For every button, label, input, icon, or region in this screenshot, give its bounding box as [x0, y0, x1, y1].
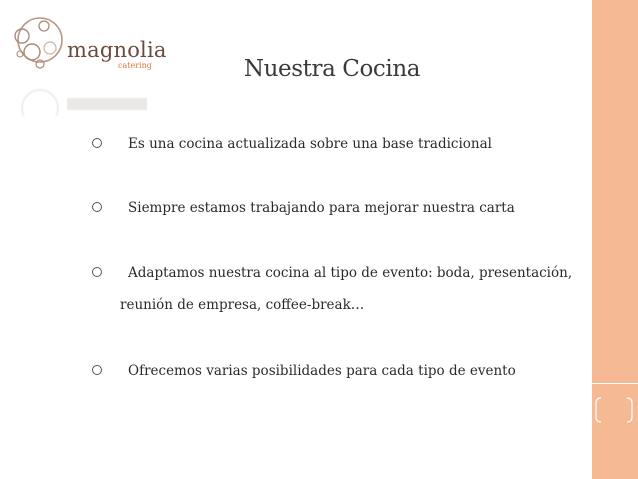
- logo-reflection: [10, 82, 160, 116]
- bullet-text: Es una cocina actualizada sobre una base tradicional: [128, 136, 492, 152]
- slide-title: Nuestra Cocina: [243, 56, 421, 82]
- logo-subtitle: catering: [118, 61, 152, 70]
- bullet-item: [92, 257, 592, 321]
- bullet-text-continuation: reunión de empresa, coffee-break…: [120, 297, 365, 313]
- logo-wordmark: magnolia: [67, 38, 167, 62]
- bullet-item: [92, 355, 592, 387]
- hollow-circle-bullet-icon: [92, 138, 102, 148]
- bracket-frame-icon: [594, 397, 634, 423]
- hollow-circle-bullet-icon: [92, 267, 102, 277]
- bullet-text: Ofrecemos varias posibilidades para cada tipo de evento: [128, 363, 516, 379]
- bullet-item: [92, 128, 592, 160]
- hollow-circle-bullet-icon: [92, 202, 102, 212]
- bullet-text: Adaptamos nuestra cocina al tipo de evento: boda, presentación,: [128, 265, 573, 281]
- bullet-item: [92, 192, 592, 224]
- band-divider: [592, 383, 638, 384]
- hollow-circle-bullet-icon: [92, 365, 102, 375]
- bullet-text: Siempre estamos trabajando para mejorar nuestra carta: [128, 200, 515, 216]
